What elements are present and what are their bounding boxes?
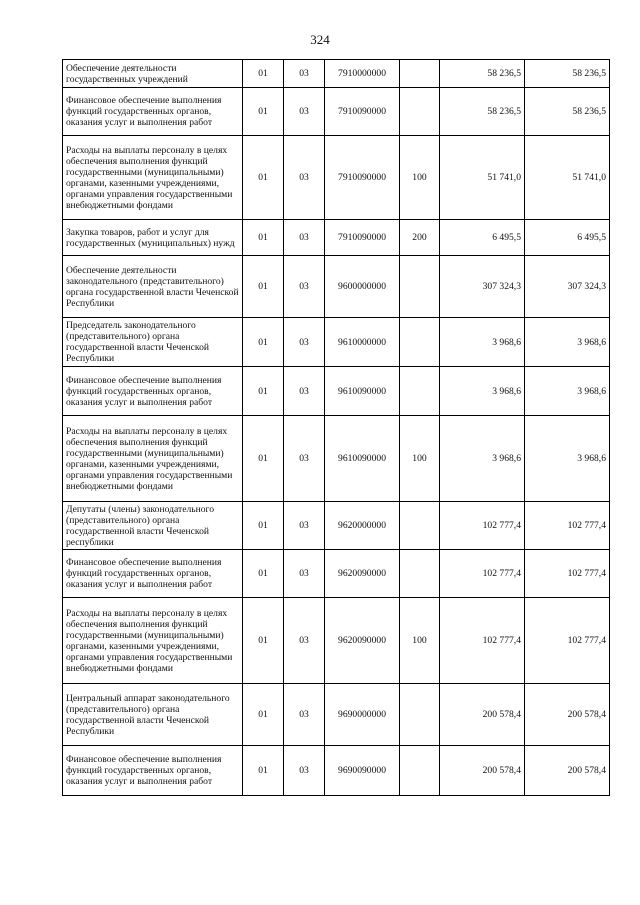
section-code-cell: 03 [284, 598, 325, 684]
ministry-code-cell: 01 [243, 367, 284, 416]
table-row [63, 88, 610, 136]
amount-cell: 58 236,5 [440, 60, 525, 88]
expense-type-cell: 200 [400, 220, 440, 256]
expense-type-cell [400, 60, 440, 88]
section-code-cell: 03 [284, 318, 325, 367]
target-code-cell: 9600000000 [325, 256, 400, 318]
table-row [63, 220, 610, 256]
amount-cell: 51 741,0 [440, 136, 525, 220]
ministry-code-cell: 01 [243, 550, 284, 598]
table-body [63, 60, 610, 796]
ministry-code-cell: 01 [243, 318, 284, 367]
expense-name-cell: Депутаты (члены) законодательного (представительного) органа государственной власти Чеченской республики [63, 502, 243, 550]
table-row [63, 136, 610, 220]
amount-cell: 51 741,0 [525, 136, 610, 220]
ministry-code-cell: 01 [243, 684, 284, 746]
section-code-cell: 03 [284, 416, 325, 502]
amount-cell: 102 777,4 [525, 502, 610, 550]
expense-name-cell: Финансовое обеспечение выполнения функций государственных органов, оказания услуг и выполнения работ [63, 88, 243, 136]
expense-type-cell [400, 746, 440, 796]
table-row [63, 256, 610, 318]
table-row [63, 550, 610, 598]
section-code-cell: 03 [284, 60, 325, 88]
ministry-code-cell: 01 [243, 598, 284, 684]
page-number: 324 [310, 32, 330, 47]
expense-name-cell: Председатель законодательного (представительного) органа государственной власти Чеченской Республики [63, 318, 243, 367]
table-row [63, 684, 610, 746]
amount-cell: 102 777,4 [440, 598, 525, 684]
amount-cell: 307 324,3 [440, 256, 525, 318]
expense-type-cell [400, 88, 440, 136]
expense-type-cell: 100 [400, 598, 440, 684]
amount-cell: 200 578,4 [525, 746, 610, 796]
table-row [63, 502, 610, 550]
expense-type-cell [400, 684, 440, 746]
target-code-cell: 9610090000 [325, 367, 400, 416]
table-row [63, 60, 610, 88]
expense-name-cell: Обеспечение деятельности законодательного (представительного) органа государственной власти Чеченской Республики [63, 256, 243, 318]
amount-cell: 200 578,4 [440, 746, 525, 796]
ministry-code-cell: 01 [243, 746, 284, 796]
table-row [63, 367, 610, 416]
section-code-cell: 03 [284, 684, 325, 746]
expense-type-cell [400, 550, 440, 598]
target-code-cell: 9620000000 [325, 502, 400, 550]
section-code-cell: 03 [284, 220, 325, 256]
ministry-code-cell: 01 [243, 60, 284, 88]
expense-name-cell: Расходы на выплаты персоналу в целях обеспечения выполнения функций государственными (муниципальными) органами, казенными учреждениями, органами управления государственными внебюджетными фондами [63, 416, 243, 502]
section-code-cell: 03 [284, 550, 325, 598]
target-code-cell: 7910090000 [325, 220, 400, 256]
table-row [63, 598, 610, 684]
section-code-cell: 03 [284, 136, 325, 220]
budget-table [62, 59, 610, 796]
expense-name-cell: Финансовое обеспечение выполнения функций государственных органов, оказания услуг и выполнения работ [63, 367, 243, 416]
amount-cell: 3 968,6 [440, 367, 525, 416]
expense-name-cell: Расходы на выплаты персоналу в целях обеспечения выполнения функций государственными (муниципальными) органами, казенными учреждениями, органами управления государственными внебюджетными фондами [63, 598, 243, 684]
amount-cell: 3 968,6 [525, 416, 610, 502]
ministry-code-cell: 01 [243, 502, 284, 550]
target-code-cell: 9610090000 [325, 416, 400, 502]
expense-name-cell: Расходы на выплаты персоналу в целях обеспечения выполнения функций государственными (муниципальными) органами, казенными учреждениями, органами управления государственными внебюджетными фондами [63, 136, 243, 220]
target-code-cell: 7910090000 [325, 88, 400, 136]
table-row [63, 746, 610, 796]
amount-cell: 200 578,4 [440, 684, 525, 746]
amount-cell: 3 968,6 [440, 318, 525, 367]
expense-type-cell [400, 367, 440, 416]
amount-cell: 3 968,6 [525, 367, 610, 416]
expense-name-cell: Центральный аппарат законодательного (представительного) органа государственной власти Чеченской Республики [63, 684, 243, 746]
amount-cell: 102 777,4 [440, 502, 525, 550]
ministry-code-cell: 01 [243, 136, 284, 220]
section-code-cell: 03 [284, 502, 325, 550]
table-row [63, 318, 610, 367]
amount-cell: 58 236,5 [525, 88, 610, 136]
target-code-cell: 7910090000 [325, 136, 400, 220]
target-code-cell: 9610000000 [325, 318, 400, 367]
amount-cell: 102 777,4 [525, 550, 610, 598]
amount-cell: 58 236,5 [440, 88, 525, 136]
expense-type-cell: 100 [400, 136, 440, 220]
expense-type-cell: 100 [400, 416, 440, 502]
target-code-cell: 9620090000 [325, 598, 400, 684]
expense-name-cell: Финансовое обеспечение выполнения функций государственных органов, оказания услуг и выполнения работ [63, 550, 243, 598]
ministry-code-cell: 01 [243, 256, 284, 318]
amount-cell: 200 578,4 [525, 684, 610, 746]
section-code-cell: 03 [284, 256, 325, 318]
expense-name-cell: Обеспечение деятельности государственных учреждений [63, 60, 243, 88]
target-code-cell: 9690090000 [325, 746, 400, 796]
target-code-cell: 9620090000 [325, 550, 400, 598]
target-code-cell: 9690000000 [325, 684, 400, 746]
section-code-cell: 03 [284, 746, 325, 796]
amount-cell: 3 968,6 [525, 318, 610, 367]
amount-cell: 307 324,3 [525, 256, 610, 318]
expense-type-cell [400, 502, 440, 550]
section-code-cell: 03 [284, 367, 325, 416]
expense-type-cell [400, 318, 440, 367]
target-code-cell: 7910000000 [325, 60, 400, 88]
section-code-cell: 03 [284, 88, 325, 136]
amount-cell: 102 777,4 [525, 598, 610, 684]
amount-cell: 6 495,5 [440, 220, 525, 256]
ministry-code-cell: 01 [243, 88, 284, 136]
amount-cell: 6 495,5 [525, 220, 610, 256]
amount-cell: 3 968,6 [440, 416, 525, 502]
expense-name-cell: Финансовое обеспечение выполнения функций государственных органов, оказания услуг и выполнения работ [63, 746, 243, 796]
expense-type-cell [400, 256, 440, 318]
table-row [63, 416, 610, 502]
amount-cell: 58 236,5 [525, 60, 610, 88]
expense-name-cell: Закупка товаров, работ и услуг для государственных (муниципальных) нужд [63, 220, 243, 256]
amount-cell: 102 777,4 [440, 550, 525, 598]
ministry-code-cell: 01 [243, 416, 284, 502]
ministry-code-cell: 01 [243, 220, 284, 256]
